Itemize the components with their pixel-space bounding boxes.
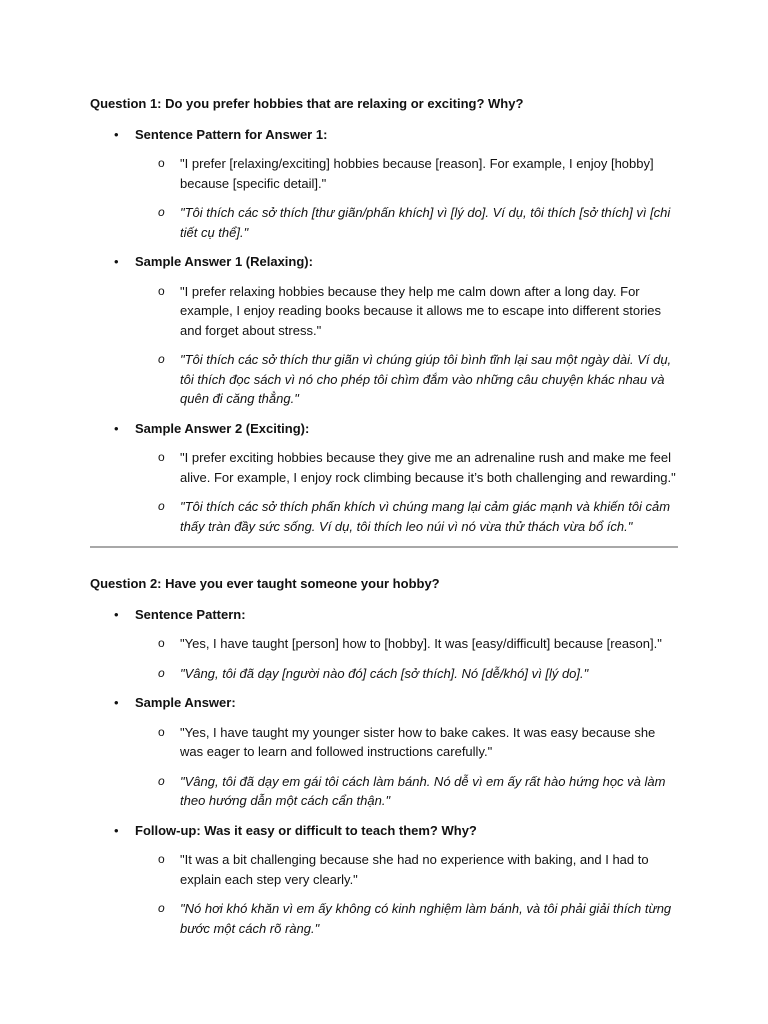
q1-sentence-pattern-vietnamese: o "Tôi thích các sở thích [thư giãn/phấn khích] vì [lý do]. Ví dụ, tôi thích [sở thích] vì [chi tiết cụ thể]." xyxy=(90,203,678,242)
q1-sentence-pattern-label: • Sentence Pattern for Answer 1: xyxy=(90,125,678,145)
section-divider xyxy=(90,546,678,548)
q1-sample-answer-2-vietnamese: o "Tôi thích các sở thích phấn khích vì chúng mang lại cảm giác mạnh và khiến tôi cảm thấy tràn đầy sức sống. Ví dụ, tôi thích leo núi vì nó vừa thử thách vừa bổ ích." xyxy=(90,497,678,536)
q2-sample-answer-label: • Sample Answer: xyxy=(90,693,678,713)
q1-sample-answer-2-label: • Sample Answer 2 (Exciting): xyxy=(90,419,678,439)
q2-sample-answer-english: o "Yes, I have taught my younger sister how to bake cakes. It was easy because she was eager to learn and followed instructions carefully." xyxy=(90,723,678,762)
q2-follow-up-label: • Follow-up: Was it easy or difficult to teach them? Why? xyxy=(90,821,678,841)
question-2-title: Question 2: Have you ever taught someone your hobby? xyxy=(90,576,440,591)
q2-sentence-pattern-vietnamese: o "Vâng, tôi đã dạy [người nào đó] cách [sở thích]. Nó [dễ/khó] vì [lý do]." xyxy=(90,664,678,684)
q2-sentence-pattern-english: o "Yes, I have taught [person] how to [hobby]. It was [easy/difficult] because [reason]." xyxy=(90,634,678,654)
q1-sentence-pattern-english: o "I prefer [relaxing/exciting] hobbies because [reason]. For example, I enjoy [hobby] because [specific detail]." xyxy=(90,154,678,193)
q2-follow-up-english: o "It was a bit challenging because she had no experience with baking, and I had to explain each step very clearly." xyxy=(90,850,678,889)
q2-sentence-pattern-label: • Sentence Pattern: xyxy=(90,605,678,625)
q2-follow-up-vietnamese: o "Nó hơi khó khăn vì em ấy không có kinh nghiệm làm bánh, và tôi phải giải thích từng bước một cách rõ ràng." xyxy=(90,899,678,938)
q1-sample-answer-2-english: o "I prefer exciting hobbies because they give me an adrenaline rush and make me feel alive. For example, I enjoy rock climbing because it’s both challenging and rewarding." xyxy=(90,448,678,487)
q2-sample-answer-vietnamese: o "Vâng, tôi đã dạy em gái tôi cách làm bánh. Nó dễ vì em ấy rất hào hứng học và làm theo hướng dẫn một cách cẩn thận." xyxy=(90,772,678,811)
q1-sample-answer-1-label: • Sample Answer 1 (Relaxing): xyxy=(90,252,678,272)
q1-sample-answer-1-english: o "I prefer relaxing hobbies because they help me calm down after a long day. For example, I enjoy reading books because it allows me to escape into different stories and forget about stress." xyxy=(90,282,678,341)
q1-sample-answer-1-vietnamese: o "Tôi thích các sở thích thư giãn vì chúng giúp tôi bình tĩnh lại sau một ngày dài. Ví dụ, tôi thích đọc sách vì nó cho phép tôi chìm đắm vào những câu chuyện khác nhau và quên đi căng thẳng." xyxy=(90,350,678,409)
question-1-title: Question 1: Do you prefer hobbies that are relaxing or exciting? Why? xyxy=(90,96,524,111)
